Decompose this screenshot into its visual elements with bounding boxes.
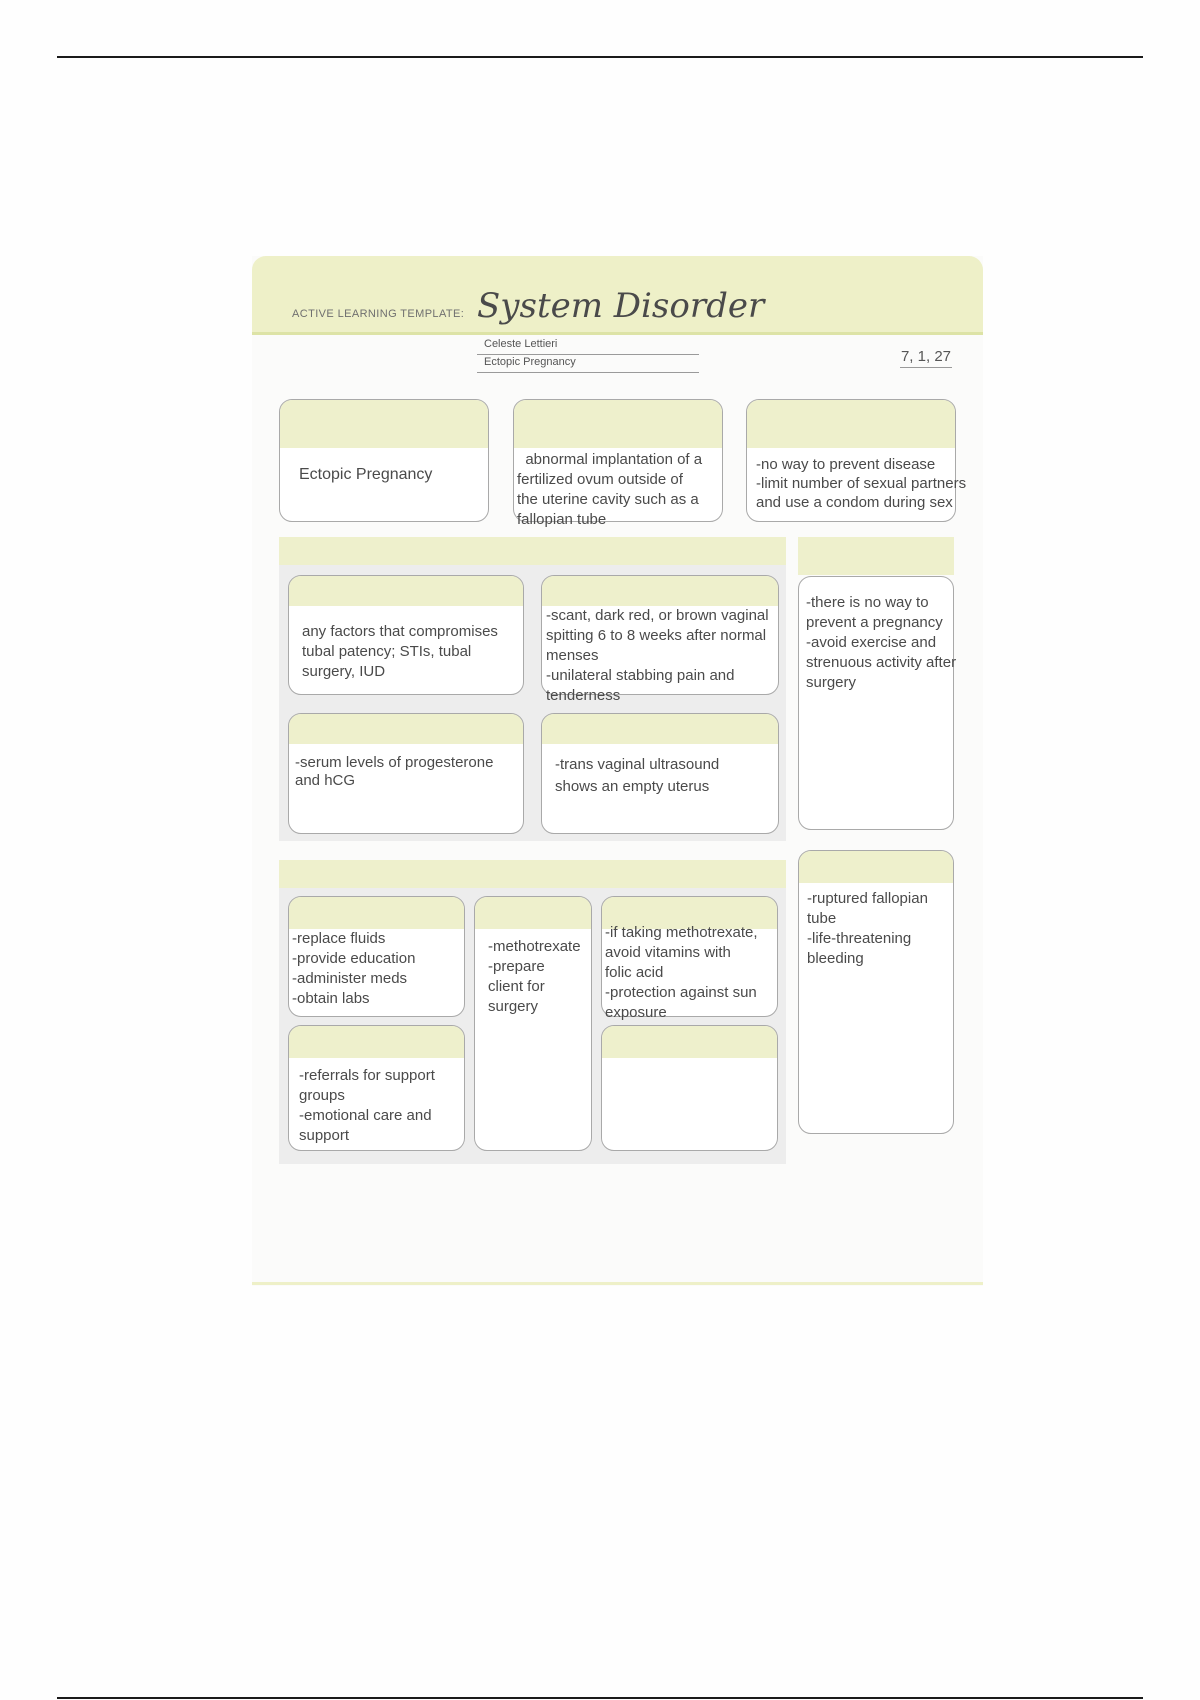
side-panel-header — [798, 537, 954, 575]
nursing-care-text: -replace fluids -provide education -administer meds -obtain labs — [292, 930, 416, 1007]
template-bottom-line — [252, 1282, 983, 1285]
laboratory-tests-text: -serum levels of progesterone and hCG — [295, 754, 494, 789]
page-bottom-rule — [57, 1697, 1143, 1699]
alteration-text: Ectopic Pregnancy — [299, 466, 433, 483]
medications-box-header — [475, 897, 591, 929]
interprofessional-care-text: -referrals for support groups -emotional care and support — [299, 1067, 435, 1144]
patient-centered-care-panel — [279, 860, 786, 1164]
risk-factors-box — [288, 575, 524, 695]
client-education-text: -if taking methotrexate, avoid vitamins with folic acid -protection against sun exposure — [605, 924, 758, 1021]
alteration-box — [279, 399, 489, 522]
active-learning-template — [252, 256, 983, 1286]
interprofessional-care-box — [288, 1025, 465, 1151]
risk-factors-box-header — [289, 576, 523, 606]
template-title: System Disorder — [477, 286, 765, 326]
alteration-box-header — [280, 400, 488, 448]
diagnostic-procedures-box — [541, 713, 779, 834]
expected-findings-box-header — [542, 576, 778, 606]
patient-centered-care-header — [279, 860, 786, 888]
complications-text: -ruptured fallopian tube -life-threatening bleeding — [807, 890, 928, 967]
complications-box — [798, 850, 954, 1134]
therapeutic-procedures-box — [601, 1025, 778, 1151]
review-module-field: 7, 1, 27 — [900, 348, 952, 368]
pathophysiology-text: abnormal implantation of a fertilized ovum outside of the uterine cavity such as a fallopian tube — [517, 451, 703, 528]
template-label: ACTIVE LEARNING TEMPLATE: — [292, 308, 465, 320]
page-top-rule — [57, 56, 1143, 58]
safety-considerations-box — [798, 576, 957, 830]
medications-box — [474, 896, 592, 1151]
diagnostic-procedures-text: -trans vaginal ultrasound shows an empty uterus — [555, 756, 720, 795]
nursing-care-box-header — [289, 897, 464, 929]
health-promotion-text: -no way to prevent disease -limit number of sexual partners and use a condom during sex — [756, 456, 967, 511]
pathophysiology-box — [513, 399, 723, 528]
laboratory-tests-box — [288, 713, 524, 834]
disorder-name-field: Ectopic Pregnancy — [477, 356, 699, 373]
client-education-box — [601, 896, 778, 1021]
safety-considerations-text: -there is no way to prevent a pregnancy -avoid exercise and strenuous activity after surgery — [806, 594, 957, 691]
assessment-panel — [279, 537, 786, 841]
health-promotion-box-header — [747, 400, 955, 448]
medications-text: -methotrexate -prepare client for surgery — [488, 938, 581, 1015]
pathophysiology-box-header — [514, 400, 722, 448]
interprofessional-care-box-header — [289, 1026, 464, 1058]
complications-box-header — [799, 851, 953, 883]
assessment-panel-header — [279, 537, 786, 565]
expected-findings-text: -scant, dark red, or brown vaginal spitting 6 to 8 weeks after normal menses -unilateral stabbing pain and tenderness — [546, 607, 769, 704]
expected-findings-box — [541, 575, 779, 704]
risk-factors-text: any factors that compromises tubal patency; STIs, tubal surgery, IUD — [302, 623, 498, 680]
therapeutic-procedures-box-header — [602, 1026, 777, 1058]
template-header — [252, 256, 983, 335]
laboratory-tests-box-header — [289, 714, 523, 744]
student-name-field: Celeste Lettieri — [477, 338, 699, 355]
diagnostic-procedures-box-header — [542, 714, 778, 744]
nursing-care-box — [288, 896, 465, 1017]
health-promotion-box — [746, 399, 967, 522]
